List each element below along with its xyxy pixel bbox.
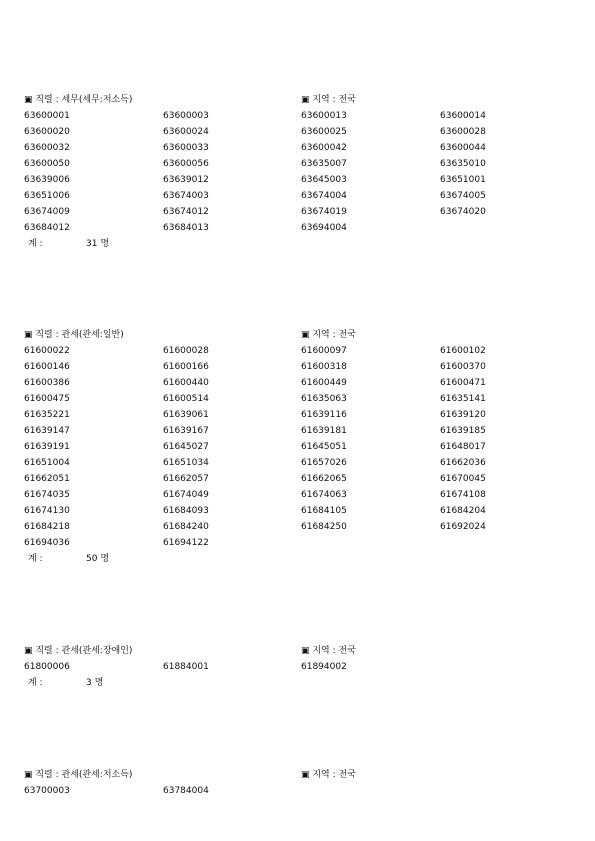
- candidate-number: 61651004: [24, 458, 70, 468]
- candidate-number: 63600042: [301, 143, 347, 153]
- candidate-number: 63674004: [301, 191, 347, 201]
- candidate-number: 63645003: [301, 175, 347, 185]
- total-label: 계 :: [28, 554, 43, 564]
- candidate-number: 61694122: [163, 538, 209, 548]
- candidate-number: 61684250: [301, 522, 347, 532]
- candidate-number: 61600022: [24, 346, 70, 356]
- candidate-number: 61684105: [301, 506, 347, 516]
- total-label: 계 :: [28, 239, 43, 249]
- candidate-number: 61600370: [440, 362, 486, 372]
- total-row: [24, 236, 584, 252]
- candidate-number: 63639006: [24, 175, 70, 185]
- candidate-number: 61600449: [301, 378, 347, 388]
- section-customs-general: [24, 327, 584, 567]
- candidate-number: 63651001: [440, 175, 486, 185]
- candidate-number: 61635063: [301, 394, 347, 404]
- candidate-number: 61674063: [301, 490, 347, 500]
- candidate-number: 63600033: [163, 143, 209, 153]
- candidate-number: 61600166: [163, 362, 209, 372]
- candidate-number: 61635141: [440, 394, 486, 404]
- total-label: 계 :: [28, 678, 43, 688]
- region-label: ▣ 지역 : 전국: [301, 95, 356, 105]
- candidate-number: 61800006: [24, 662, 70, 672]
- total-count: 3 명: [86, 678, 104, 688]
- candidate-number: 61600097: [301, 346, 347, 356]
- candidate-number: 61639116: [301, 410, 347, 420]
- candidate-number: 61662036: [440, 458, 486, 468]
- candidate-number: 61674108: [440, 490, 486, 500]
- candidate-number: 61884001: [163, 662, 209, 672]
- candidate-number: 61639147: [24, 426, 70, 436]
- code-grid: [24, 783, 584, 799]
- candidate-number: 63600024: [163, 127, 209, 137]
- section-header: [24, 767, 584, 783]
- candidate-number: 61694036: [24, 538, 70, 548]
- candidate-number: 63674019: [301, 207, 347, 217]
- candidate-number: 61600440: [163, 378, 209, 388]
- candidate-number: 61600514: [163, 394, 209, 404]
- candidate-number: 61670045: [440, 474, 486, 484]
- candidate-number: 61674049: [163, 490, 209, 500]
- candidate-number: 63600013: [301, 111, 347, 121]
- code-grid: [24, 659, 584, 675]
- candidate-number: 61662065: [301, 474, 347, 484]
- total-count: 50 명: [86, 554, 110, 564]
- candidate-number: 63684013: [163, 223, 209, 233]
- total-row: [24, 551, 584, 567]
- candidate-number: 61639120: [440, 410, 486, 420]
- candidate-number: 61639167: [163, 426, 209, 436]
- candidate-number: 63600001: [24, 111, 70, 121]
- job-category-label: ▣ 직렬 : 관세(관세:장애인): [24, 646, 133, 656]
- candidate-number: 61684240: [163, 522, 209, 532]
- candidate-number: 61657026: [301, 458, 347, 468]
- candidate-number: 61684204: [440, 506, 486, 516]
- section-header: [24, 92, 584, 108]
- candidate-number: 61684218: [24, 522, 70, 532]
- candidate-number: 63635007: [301, 159, 347, 169]
- section-tax-low-income: [24, 92, 584, 252]
- candidate-number: 61639061: [163, 410, 209, 420]
- total-count: 31 명: [86, 239, 110, 249]
- candidate-number: 63639012: [163, 175, 209, 185]
- candidate-number: 63694004: [301, 223, 347, 233]
- candidate-number: 61674035: [24, 490, 70, 500]
- code-grid: [24, 343, 584, 551]
- candidate-number: 61692024: [440, 522, 486, 532]
- candidate-number: 63784004: [163, 786, 209, 796]
- candidate-number: 61662057: [163, 474, 209, 484]
- candidate-number: 61648017: [440, 442, 486, 452]
- code-grid: [24, 108, 584, 236]
- section-header: [24, 643, 584, 659]
- candidate-number: 61600471: [440, 378, 486, 388]
- candidate-number: 63684012: [24, 223, 70, 233]
- candidate-number: 63600044: [440, 143, 486, 153]
- candidate-number: 63674005: [440, 191, 486, 201]
- candidate-number: 63600032: [24, 143, 70, 153]
- candidate-number: 63674003: [163, 191, 209, 201]
- candidate-number: 61651034: [163, 458, 209, 468]
- candidate-number: 61600028: [163, 346, 209, 356]
- region-label: ▣ 지역 : 전국: [301, 646, 356, 656]
- job-category-label: ▣ 직렬 : 관세(관세:저소득): [24, 770, 133, 780]
- candidate-number: 63600014: [440, 111, 486, 121]
- candidate-number: 63600028: [440, 127, 486, 137]
- job-category-label: ▣ 직렬 : 관세(관세:일반): [24, 330, 124, 340]
- candidate-number: 61600146: [24, 362, 70, 372]
- region-label: ▣ 지역 : 전국: [301, 330, 356, 340]
- candidate-number: 61645051: [301, 442, 347, 452]
- candidate-number: 63600020: [24, 127, 70, 137]
- job-category-label: ▣ 직렬 : 세무(세무:저소득): [24, 95, 133, 105]
- candidate-number: 61600386: [24, 378, 70, 388]
- section-customs-low-income: [24, 767, 584, 799]
- candidate-number: 63700003: [24, 786, 70, 796]
- candidate-number: 61639185: [440, 426, 486, 436]
- candidate-number: 61639181: [301, 426, 347, 436]
- section-header: [24, 327, 584, 343]
- section-customs-disabled: [24, 643, 584, 691]
- candidate-number: 61635221: [24, 410, 70, 420]
- candidate-number: 63600003: [163, 111, 209, 121]
- candidate-number: 61645027: [163, 442, 209, 452]
- candidate-number: 61600102: [440, 346, 486, 356]
- candidate-number: 63600050: [24, 159, 70, 169]
- region-label: ▣ 지역 : 전국: [301, 770, 356, 780]
- candidate-number: 61674130: [24, 506, 70, 516]
- total-row: [24, 675, 584, 691]
- candidate-number: 63635010: [440, 159, 486, 169]
- candidate-number: 61662051: [24, 474, 70, 484]
- candidate-number: 63651006: [24, 191, 70, 201]
- candidate-number: 63600025: [301, 127, 347, 137]
- candidate-number: 63674009: [24, 207, 70, 217]
- candidate-number: 63674020: [440, 207, 486, 217]
- candidate-number: 61600475: [24, 394, 70, 404]
- candidate-number: 61639191: [24, 442, 70, 452]
- candidate-number: 61684093: [163, 506, 209, 516]
- candidate-number: 61894002: [301, 662, 347, 672]
- candidate-number: 63600056: [163, 159, 209, 169]
- candidate-number: 61600318: [301, 362, 347, 372]
- candidate-number: 63674012: [163, 207, 209, 217]
